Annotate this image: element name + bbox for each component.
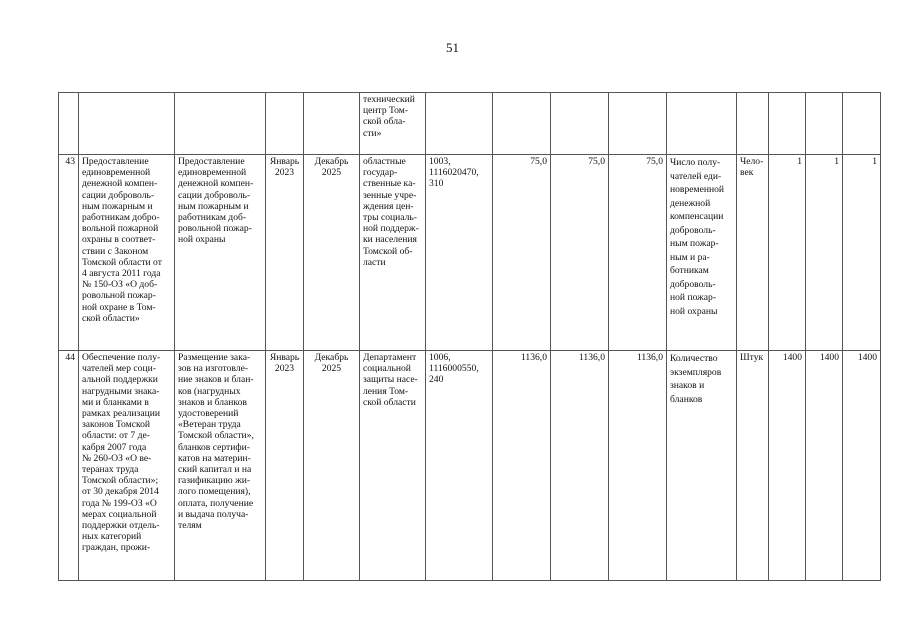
measure-cell xyxy=(79,93,175,155)
target-2024-cell xyxy=(806,93,843,155)
measure-cell: Обеспечение полу- чателей мер соци- альной поддержки нагрудными знака- ми и бланками в рамках реализации законов Томской области: от 7 де- кабря 2007 года № 260-ОЗ «О ве- теранах труда Томской области»; от 30 декабря 2014 года № 199-ОЗ «О мерах социальной поддержки отдель- ных категорий граждан, прожи- xyxy=(79,351,175,581)
funding-2023-cell xyxy=(493,93,551,155)
funding-2025-cell xyxy=(609,93,667,155)
end-cell: Декабрь 2025 xyxy=(304,155,360,351)
unit-cell xyxy=(737,93,769,155)
funding-2024-cell: 75,0 xyxy=(551,155,609,351)
row-number xyxy=(59,93,79,155)
indicator-cell: Количество экземпляров знаков и бланков xyxy=(667,351,737,581)
budget-code-cell xyxy=(426,93,493,155)
unit-cell: Штук xyxy=(737,351,769,581)
indicator-cell xyxy=(667,93,737,155)
funding-2023-cell: 75,0 xyxy=(493,155,551,351)
executor-cell: технический центр Том- ской обла- сти» xyxy=(360,93,426,155)
budget-code-cell: 1006, 1116000550, 240 xyxy=(426,351,493,581)
funding-2025-cell: 75,0 xyxy=(609,155,667,351)
target-2023-cell: 1 xyxy=(769,155,806,351)
executor-cell: Департамент социальной защиты насе- ления Том- ской области xyxy=(360,351,426,581)
indicator-cell: Число полу- чателей еди- новременной денежной компенсации доброволь- ным пожар- ным и ра- ботникам доброволь- ной пожар- ной охраны xyxy=(667,155,737,351)
table-row xyxy=(59,351,881,581)
target-2024-cell: 1400 xyxy=(806,351,843,581)
event-cell xyxy=(175,93,266,155)
funding-2024-cell xyxy=(551,93,609,155)
program-table xyxy=(58,92,881,581)
budget-code-cell: 1003, 1116020470, 310 xyxy=(426,155,493,351)
target-2024-cell: 1 xyxy=(806,155,843,351)
target-2025-cell xyxy=(843,93,881,155)
row-number: 44 xyxy=(59,351,79,581)
table-row xyxy=(59,93,881,155)
target-2023-cell: 1400 xyxy=(769,351,806,581)
funding-2024-cell: 1136,0 xyxy=(551,351,609,581)
executor-cell: областные государ- ственные ка- зенные учре- ждения цен- тры социаль- ной поддерж- ки населения Томской об- ласти xyxy=(360,155,426,351)
end-cell: Декабрь 2025 xyxy=(304,351,360,581)
target-2025-cell: 1400 xyxy=(843,351,881,581)
funding-2023-cell: 1136,0 xyxy=(493,351,551,581)
start-cell: Январь 2023 xyxy=(266,351,304,581)
end-cell xyxy=(304,93,360,155)
table-row xyxy=(59,155,881,351)
start-cell: Январь 2023 xyxy=(266,155,304,351)
event-cell: Размещение зака- зов на изготовле- ние знаков и блан- ков (нагрудных знаков и бланков удостоверений «Ветеран труда Томской области», бланков сертифи- катов на материн- ский капитал и на газификацию жи- лого помещения), оплата, получение и выдача получа- телям xyxy=(175,351,266,581)
page-number: 51 xyxy=(446,40,459,55)
row-number: 43 xyxy=(59,155,79,351)
measure-cell: Предоставление единовременной денежной компен- сации доброволь- ным пожарным и работникам добро- вольной пожарной охраны в соответ- ствии с Законом Томской области от 4 августа 2011 года № 150-ОЗ «О доб- ровольной пожар- ной охране в Том- ской области» xyxy=(79,155,175,351)
unit-cell: Чело- век xyxy=(737,155,769,351)
target-2025-cell: 1 xyxy=(843,155,881,351)
event-cell: Предоставление единовременной денежной компен- сации доброволь- ным пожарным и работникам доб- ровольной пожар- ной охраны xyxy=(175,155,266,351)
funding-2025-cell: 1136,0 xyxy=(609,351,667,581)
target-2023-cell xyxy=(769,93,806,155)
start-cell xyxy=(266,93,304,155)
